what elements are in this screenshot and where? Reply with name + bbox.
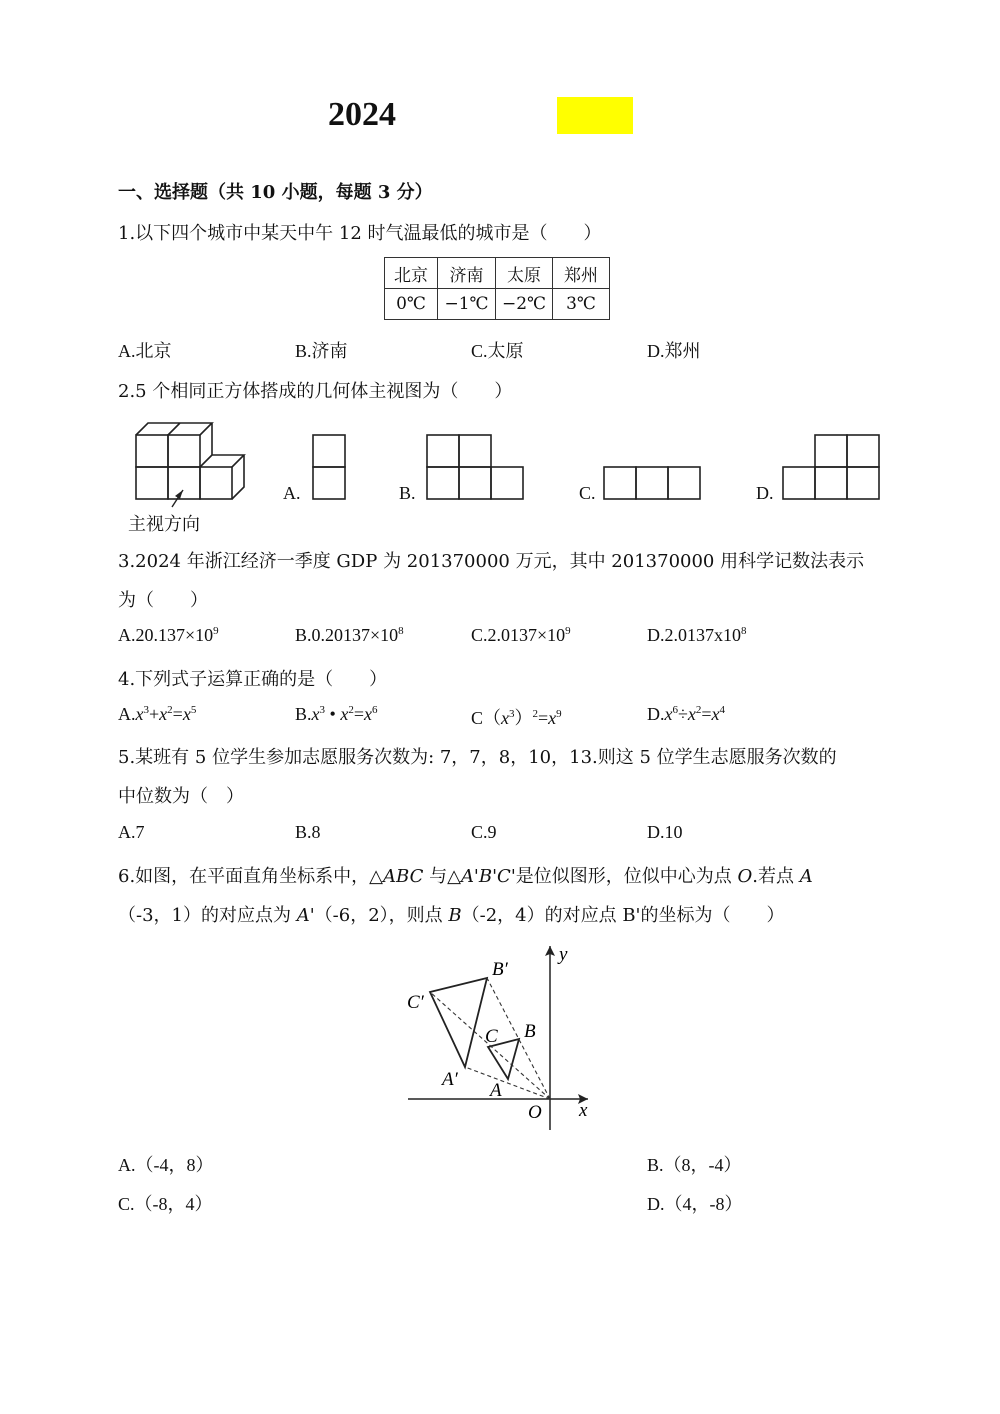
table-cell: 济南 (438, 258, 496, 289)
table-cell: −2℃ (496, 289, 553, 320)
exponent: 6 (371, 704, 378, 716)
variable: x (687, 704, 696, 724)
table-cell: 北京 (385, 258, 438, 289)
operator: + (149, 704, 160, 724)
question-1-stem: 1.以下四个城市中某天中午 12 时气温最低的城市是（ ） (118, 223, 602, 244)
coordinate-figure (400, 940, 600, 1135)
table-cell: 郑州 (553, 258, 610, 289)
option-text: D.2.0137x10 (647, 625, 741, 645)
exponent: 8 (741, 625, 747, 637)
triangle-a-prime-b-prime-c-prime (430, 978, 487, 1067)
question-2-option-b[interactable]: B. (399, 483, 416, 503)
question-3-option-b[interactable] (295, 625, 404, 646)
cubes-figure (120, 412, 900, 537)
table-cell: 3℃ (553, 289, 610, 320)
table-cell: 太原 (496, 258, 553, 289)
question-6-option-a[interactable]: A.（-4，8） (118, 1155, 214, 1175)
triangle-name: ABC (383, 866, 424, 887)
option-label: A. (118, 704, 136, 724)
variable: x (311, 704, 320, 724)
question-2-option-c[interactable]: C. (579, 483, 596, 503)
question-4-option-a[interactable]: $A.x^3+x^2=x^5$ (118, 704, 197, 724)
point-name: A (799, 866, 813, 887)
exponent: 4 (719, 704, 726, 716)
label-c-prime: C′ (407, 992, 424, 1013)
question-6-stem-line2 (118, 901, 785, 927)
operator: • (329, 704, 336, 724)
table-row (385, 289, 610, 320)
question-3-stem-line1: 3.2024 年浙江经济一季度 GDP 为 201370000 万元，其中 201370000 用科学记数法表示 (118, 551, 865, 572)
page-title: 2024 (328, 96, 396, 133)
exponent: 8 (398, 625, 404, 637)
temperature-table (384, 257, 610, 320)
question-1-option-a[interactable]: A.北京 (118, 341, 172, 361)
variable: x (135, 704, 144, 724)
question-5-option-b[interactable]: B.8 (295, 822, 321, 842)
point-name: A' (296, 905, 315, 926)
question-6-option-d[interactable]: D.（4，-8） (647, 1194, 743, 1214)
exponent: 2 (695, 704, 702, 716)
question-3-stem-line2: 为（ ） (118, 590, 208, 611)
stem-text: （-3，1）的对应点为 (118, 905, 297, 926)
cube-solid-drawing (136, 423, 244, 499)
question-5-option-d[interactable]: D.10 (647, 822, 683, 842)
question-5-option-a[interactable]: A.7 (118, 822, 145, 842)
question-2-option-d[interactable]: D. (756, 483, 774, 503)
highlight-mark (557, 97, 633, 134)
question-2-option-a[interactable]: A. (283, 483, 301, 503)
question-4-option-b[interactable]: $B.x^3$ • $x^2=x^6$ (295, 704, 378, 724)
exponent: 3 (509, 708, 515, 720)
variable: x (363, 704, 372, 724)
exponent: 2 (348, 704, 354, 716)
question-1-option-c[interactable]: C.太原 (471, 341, 524, 361)
option-b-view (427, 435, 523, 499)
point-name: B (448, 905, 462, 926)
label-origin: O (528, 1102, 542, 1123)
point-name: O (737, 866, 753, 887)
variable: x (501, 708, 510, 728)
option-label: B. (295, 704, 312, 724)
question-5-option-c[interactable]: C.9 (471, 822, 497, 842)
exponent: 5 (190, 704, 197, 716)
exponent: 3 (319, 704, 326, 716)
question-6-option-b[interactable]: B.（8，-4） (647, 1155, 742, 1175)
option-text: A.20.137×10 (118, 625, 214, 645)
question-2-stem: 2.5 个相同正方体搭成的几何体主视图为（ ） (118, 381, 513, 402)
view-direction-arrowhead (175, 490, 183, 499)
option-text: B.0.20137×10 (295, 625, 399, 645)
stem-text: .若点 (752, 866, 800, 887)
label-b: B (524, 1021, 536, 1042)
stem-text: （-2，4）的对应点 B'的坐标为（ ） (461, 905, 785, 926)
stem-text: 是位似图形，位似中心为点 (515, 866, 738, 887)
variable: x (711, 704, 720, 724)
exponent: 9 (565, 625, 571, 637)
exponent: 6 (672, 704, 678, 716)
label-x: x (579, 1100, 588, 1121)
label-b-prime: B′ (492, 959, 508, 980)
question-6-option-c[interactable]: C.（-8，4） (118, 1194, 213, 1214)
view-direction-caption: 主视方向 (128, 514, 200, 534)
stem-text: 与△ (423, 866, 461, 887)
option-label: C（ (471, 708, 502, 728)
question-5-stem-line2: 中位数为（ ） (118, 786, 244, 807)
exponent: 3 (143, 704, 149, 716)
question-6-stem-line1 (118, 862, 813, 888)
exponent: 2 (167, 704, 173, 716)
triangle-name: A'B'C' (460, 866, 516, 887)
question-1-option-d[interactable]: D.郑州 (647, 341, 701, 361)
question-3-option-a[interactable] (118, 625, 219, 646)
question-1-option-b[interactable]: B.济南 (295, 341, 348, 361)
option-c-view (604, 467, 700, 499)
table-cell: 0℃ (385, 289, 438, 320)
question-3-option-c[interactable] (471, 625, 571, 646)
variable: x (664, 704, 673, 724)
stem-text: 6.如图，在平面直角坐标系中，△ (118, 866, 384, 887)
exponent: 9 (556, 708, 562, 720)
label-y: y (559, 944, 568, 965)
section-heading: 一、选择题（共 10 小题，每题 3 分） (118, 182, 433, 203)
option-label: D. (647, 704, 665, 724)
option-d-view (783, 435, 879, 499)
table-cell: −1℃ (438, 289, 496, 320)
exponent: 2 (532, 708, 539, 720)
label-a-prime: A′ (442, 1069, 458, 1090)
question-4-option-c[interactable]: $C(x^3)^2=x^9$ (471, 708, 562, 728)
option-a-view (313, 435, 345, 499)
stem-text: （-6，2），则点 (314, 905, 449, 926)
variable: x (182, 704, 191, 724)
label-c: C (485, 1026, 498, 1047)
operator: ÷ (678, 704, 688, 724)
option-text: C.2.0137×10 (471, 625, 566, 645)
variable: x (340, 704, 349, 724)
label-a: A (490, 1080, 502, 1101)
question-3-option-d[interactable] (647, 625, 747, 646)
question-4-option-d[interactable]: $D.x^6\div x^2=x^4$ (647, 704, 726, 724)
exponent: 9 (213, 625, 219, 637)
variable: x (159, 704, 168, 724)
question-4-stem: 4.下列式子运算正确的是（ ） (118, 669, 388, 690)
question-5-stem-line1: 5.某班有 5 位学生参加志愿服务次数为: 7，7，8，10，13.则这 5 位学生志愿服务次数的 (118, 747, 837, 768)
paren: ） (514, 708, 533, 728)
table-row (385, 258, 610, 289)
variable: x (548, 708, 557, 728)
